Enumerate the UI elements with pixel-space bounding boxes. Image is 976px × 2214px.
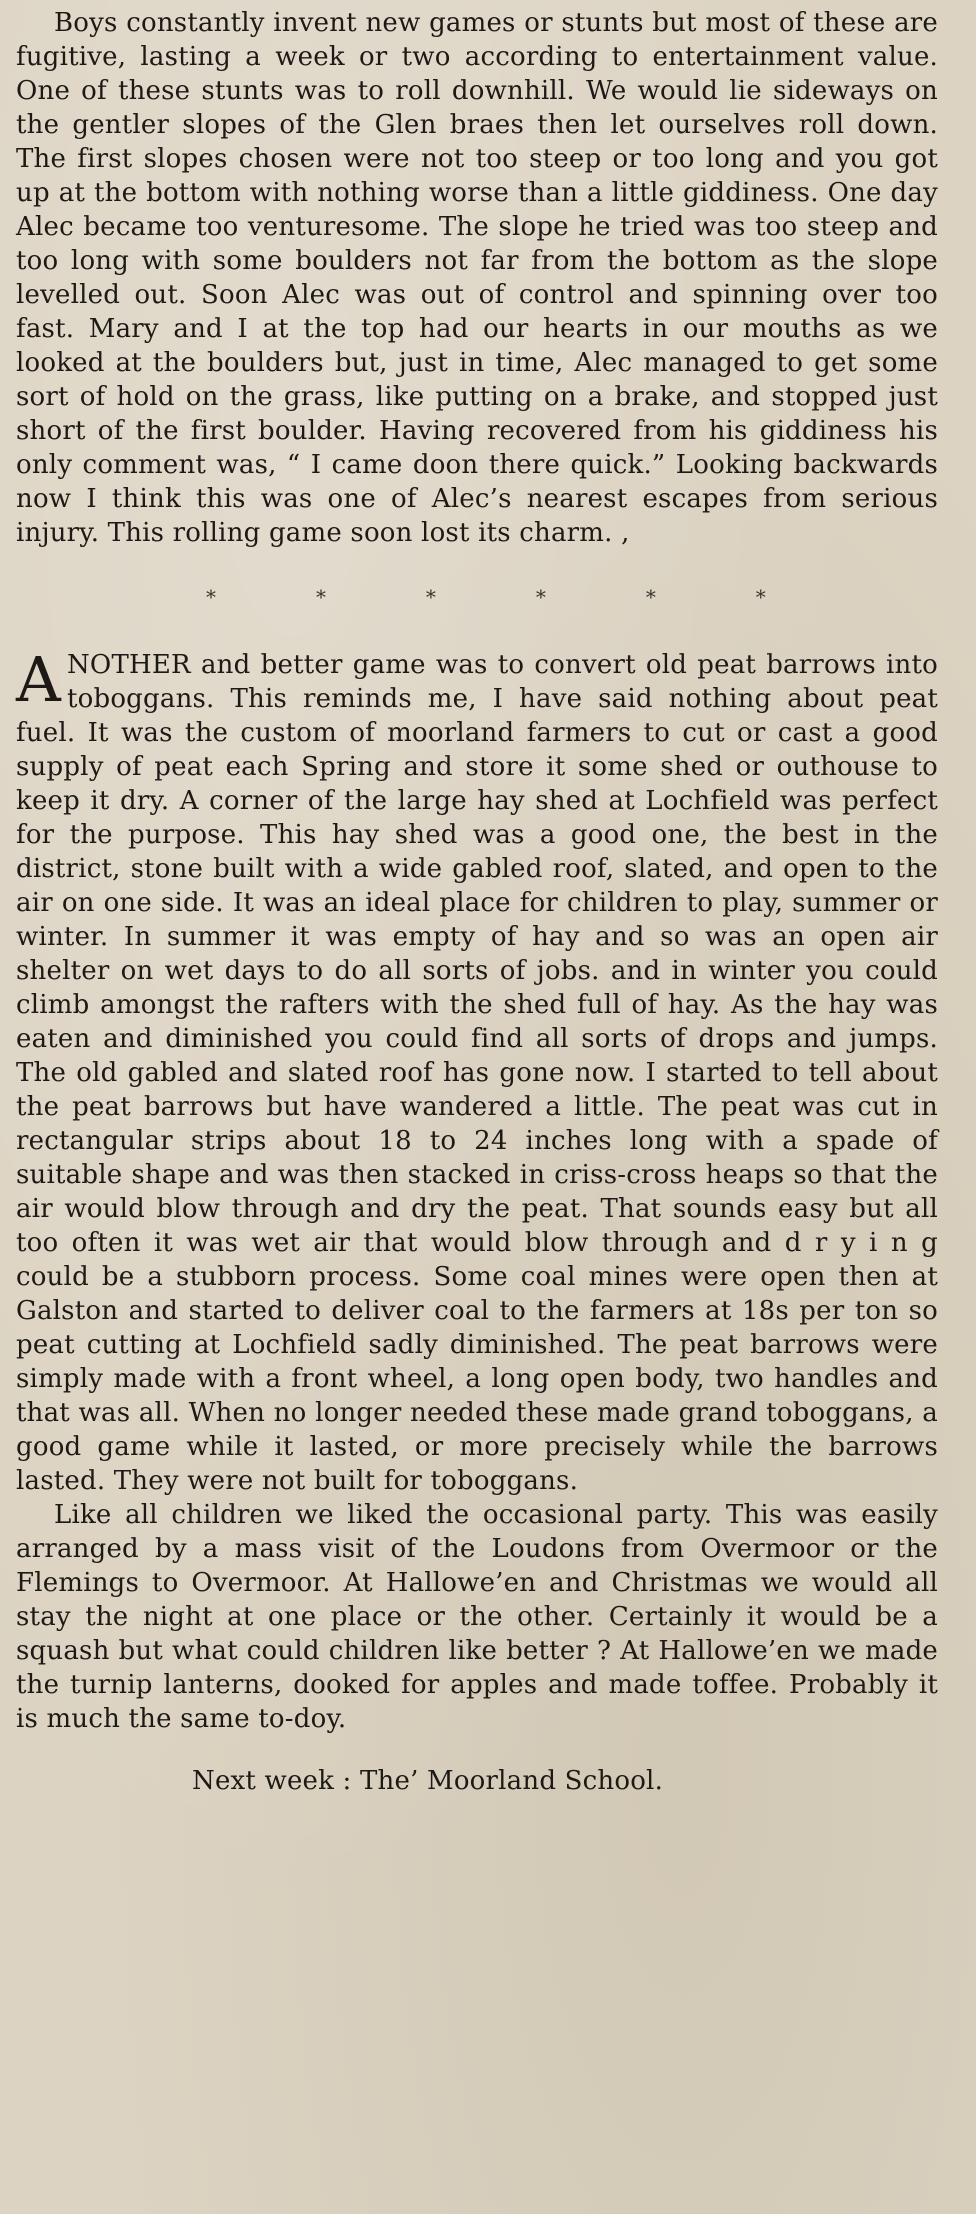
article-column xyxy=(16,6,938,1798)
next-week-title: The’ Moorland School. xyxy=(360,1766,664,1796)
paragraph-rolling-game: Boys constantly invent new games or stunts but most of these are fugitive, lasting a week or two according to entertainment value. One of these stunts was to roll downhill. We would lie sideways on the gentler slopes of the Glen braes then let ourselves roll down. The first slopes chosen were not too steep or too long and you got up at the bottom with nothing worse than a little giddiness. One day Alec became too venturesome. The slope he tried was too steep and too long with some boulders not far from the bottom as the slope levelled out. Soon Alec was out of control and spinning over too fast. Mary and I at the top had our hearts in our mouths as we looked at the boulders but, just in time, Alec managed to get some sort of hold on the grass, like putting on a brake, and stopped just short of the first boulder. Having recovered from his giddiness his only comment was, “ I came doon there quick.” Looking backwards now I think this was one of Alec’s nearest escapes from serious injury. This rolling game soon lost its charm. , xyxy=(16,8,938,548)
separator-asterisk: * xyxy=(535,585,547,609)
next-week-label: Next week : xyxy=(192,1766,352,1796)
separator-asterisk: * xyxy=(645,585,657,609)
next-week-teaser xyxy=(16,1764,938,1798)
paragraph-party: Like all children we liked the occasional party. This was easily arranged by a mass visit of the Loudons from Overmoor or the Flemings to Overmoor. At Hallowe’en and Christmas we would all stay the night at one place or the other. Certainly it would be a squash but what could children like better ? At Hallowe’en we made the turnip lanterns, dooked for apples and made toffee. Probably it is much the same to-doy. xyxy=(16,1500,938,1734)
separator-asterisk: * xyxy=(206,585,217,609)
paragraph-peat-barrows-text: NOTHER and better game was to convert old peat barrows into toboggans. This reminds me, I have said nothing about peat fuel. It was the custom of moorland farmers to cut or cast a good supply of peat each Spring and store it some shed or outhouse to keep it dry. A corner of the large hay shed at Lochfield was perfect for the purpose. This hay shed was a good one, the best in the district, stone built with a wide gabled roof, slated, and open to the air on one side. It was an ideal place for children to play, summer or winter. In summer it was empty of hay and so was an open air shelter on wet days to do all sorts of jobs. and in winter you could climb amongst the rafters with the shed full of hay. As the hay was eaten and diminished you could find all sorts of drops and jumps. The old gabled and slated roof has gone now. I started to tell about the peat barrows but have wandered a little. The peat was cut in rectangular strips about 18 to 24 inches long with a spade of suitable shape and was then stacked in criss-cross heaps so that the air would blow through and dry the peat. That sounds easy but all too often it was wet air that would blow through and d r y i n g could be a stubborn process. Some coal mines were open then at Galston and started to deliver coal to the farmers at 18s per ton so peat cutting at Lochfield sadly diminished. The peat barrows were simply made with a front wheel, a long open body, two handles and that was all. When no longer needed these made grand toboggans, a good game while it lasted, or more precisely while the barrows lasted. They were not built for toboggans. xyxy=(16,650,938,1496)
separator-asterisk: * xyxy=(425,585,437,609)
separator-asterisk: * xyxy=(755,585,766,609)
paragraph-peat-barrows xyxy=(16,643,938,1498)
drop-cap: A xyxy=(16,643,61,716)
separator-asterisk: * xyxy=(315,585,327,609)
section-separator xyxy=(206,580,766,614)
